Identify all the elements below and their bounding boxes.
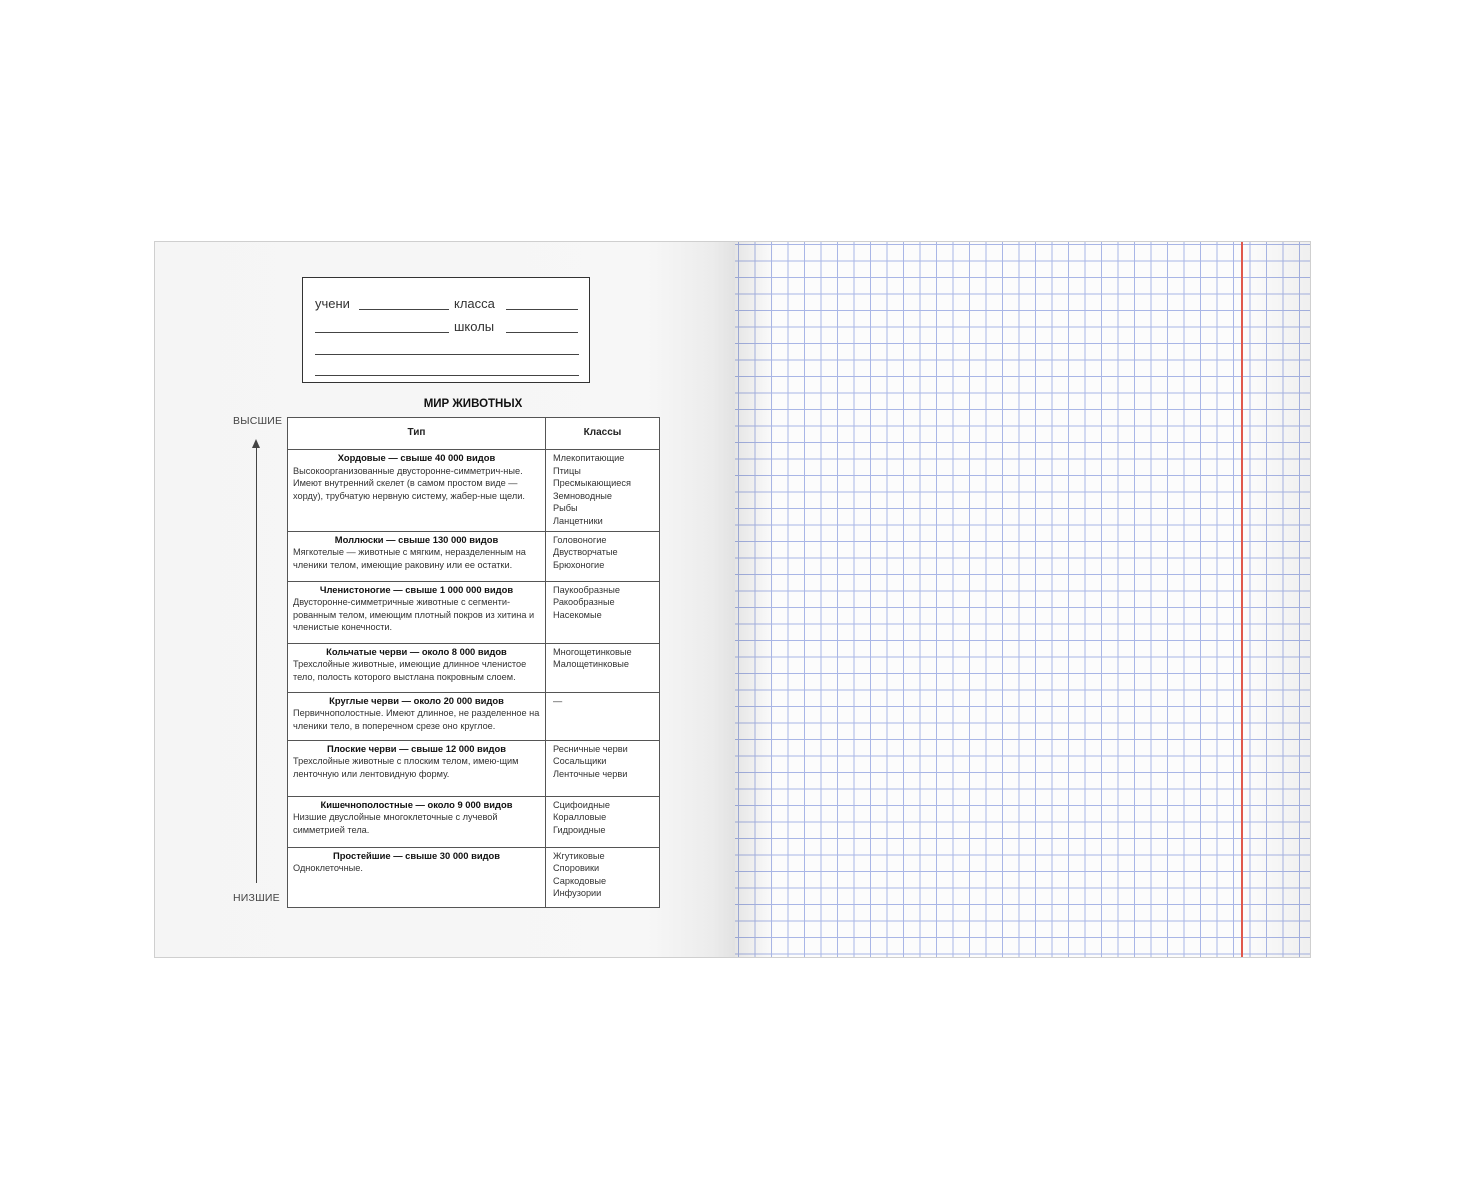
label-blank-school[interactable] — [506, 332, 578, 333]
class-item: Гидроидные — [553, 824, 606, 835]
class-item: Насекомые — [553, 609, 602, 620]
class-item: Ресничные черви — [553, 743, 628, 754]
class-item: Млекопитающие — [553, 453, 625, 463]
type-description: Трехслойные животные, имеющие длинное членистое тело, полость которого выстлана покровным слоем. — [293, 659, 527, 682]
table-row — [288, 531, 660, 581]
class-item: Сцифоидные — [553, 799, 610, 810]
table-row — [288, 450, 660, 532]
class-item: Птицы — [553, 465, 581, 476]
type-cell — [288, 847, 546, 907]
table-row — [288, 796, 660, 847]
table-row — [288, 847, 660, 907]
arrow-shaft — [256, 447, 257, 883]
label-blank-line-3[interactable] — [315, 354, 579, 355]
type-description: Первичнополостные. Имеют длинное, не разделенное на членики тело, в поперечном срезе оно круглое. — [293, 708, 540, 731]
classes-cell — [546, 740, 660, 796]
type-description: Мягкотелые — животные с мягким, неразделенным на членики телом, имеющие раковину или ее остатки. — [293, 547, 526, 570]
classes-cell — [546, 796, 660, 847]
class-item: Сосальщики — [553, 756, 607, 767]
type-name: Простейшие — свыше 30 000 видов — [332, 849, 501, 861]
table-header-row — [288, 418, 660, 450]
type-cell — [288, 531, 546, 581]
red-margin-line — [1241, 242, 1243, 957]
class-item: Рыбы — [553, 503, 578, 514]
type-description: Высокоорганизованные двусторонне-симметрич-ные. Имеют внутренний скелет (в самом простом виде — хорду), трубчатую нервную систему, жабер-ные щели. — [293, 465, 525, 501]
class-item: Головоногие — [553, 534, 607, 545]
label-row-2 — [315, 316, 577, 334]
type-name: Кишечнополостные — около 9 000 видов — [320, 798, 513, 810]
table-row — [288, 643, 660, 692]
type-description: Трехслойные животные с плоским телом, имею-щим ленточную или лентовидную форму. — [293, 756, 519, 779]
animal-world-table — [287, 417, 660, 908]
class-item: Инфузории — [553, 888, 602, 899]
type-name: Круглые черви — около 20 000 видов — [329, 694, 504, 706]
label-row-4 — [315, 359, 577, 377]
classes-cell — [546, 581, 660, 643]
class-item: Споровики — [553, 863, 600, 874]
type-cell — [288, 581, 546, 643]
class-item: Ленточные черви — [553, 768, 628, 779]
type-cell — [288, 643, 546, 692]
label-row-3 — [315, 338, 577, 356]
classes-cell — [546, 531, 660, 581]
type-name: Кольчатые черви — около 8 000 видов — [326, 645, 507, 657]
class-item: — — [553, 695, 563, 706]
notebook-spread — [154, 241, 1311, 958]
label-word-class: класса — [454, 296, 495, 311]
right-page-grid-paper[interactable] — [735, 242, 1310, 957]
label-word-school: школы — [454, 319, 495, 334]
classes-cell — [546, 692, 660, 740]
left-page-cover-inside — [155, 242, 735, 957]
type-cell — [288, 450, 546, 532]
side-label-higher: ВЫСШИЕ — [233, 415, 283, 427]
classes-cell — [546, 847, 660, 907]
name-label-box — [302, 277, 590, 383]
type-name: Членистоногие — свыше 1 000 000 видов — [319, 583, 514, 595]
right-page-edge-shade — [1243, 242, 1310, 957]
class-item: Многощетинковые — [553, 646, 632, 657]
class-item: Пресмыкающиеся — [553, 478, 631, 489]
class-item: Паукообразные — [553, 584, 620, 595]
type-description: Одноклеточные. — [293, 863, 363, 874]
table-row — [288, 581, 660, 643]
type-description: Двусторонне-симметричные животные с сегменти-рованным телом, имеющим плотный покров из хитина и членистые конечности. — [293, 597, 535, 633]
type-cell — [288, 740, 546, 796]
type-description: Низшие двуслойные многоклеточные с лучевой симметрией тела. — [293, 812, 498, 835]
header-classes: Классы — [546, 418, 660, 450]
label-row-1 — [315, 293, 577, 311]
class-item: Ланцетники — [553, 515, 603, 526]
type-cell — [288, 796, 546, 847]
type-name: Моллюски — свыше 130 000 видов — [334, 533, 499, 545]
label-blank-line-4[interactable] — [315, 375, 579, 376]
side-label-lower: НИЗШИЕ — [233, 892, 280, 904]
classes-cell — [546, 450, 660, 532]
label-blank-student[interactable] — [359, 309, 449, 310]
class-item: Малощетинковые — [553, 659, 629, 670]
label-blank-class[interactable] — [506, 309, 578, 310]
class-item: Ракообразные — [553, 597, 615, 608]
class-item: Саркодовые — [553, 875, 607, 886]
class-item: Двустворчатые — [553, 547, 618, 558]
class-item: Коралловые — [553, 812, 607, 823]
type-name: Плоские черви — свыше 12 000 видов — [326, 742, 507, 754]
type-name: Хордовые — свыше 40 000 видов — [337, 452, 496, 463]
table-row — [288, 692, 660, 740]
class-item: Жгутиковые — [553, 850, 605, 861]
table-row — [288, 740, 660, 796]
classes-cell — [546, 643, 660, 692]
class-item: Брюхоногие — [553, 559, 605, 570]
header-type: Тип — [288, 418, 546, 450]
label-blank-name[interactable] — [315, 332, 449, 333]
class-item: Земноводные — [553, 490, 612, 501]
label-word-student: учени — [315, 296, 350, 311]
table-title: МИР ЖИВОТНЫХ — [423, 398, 523, 410]
type-cell — [288, 692, 546, 740]
